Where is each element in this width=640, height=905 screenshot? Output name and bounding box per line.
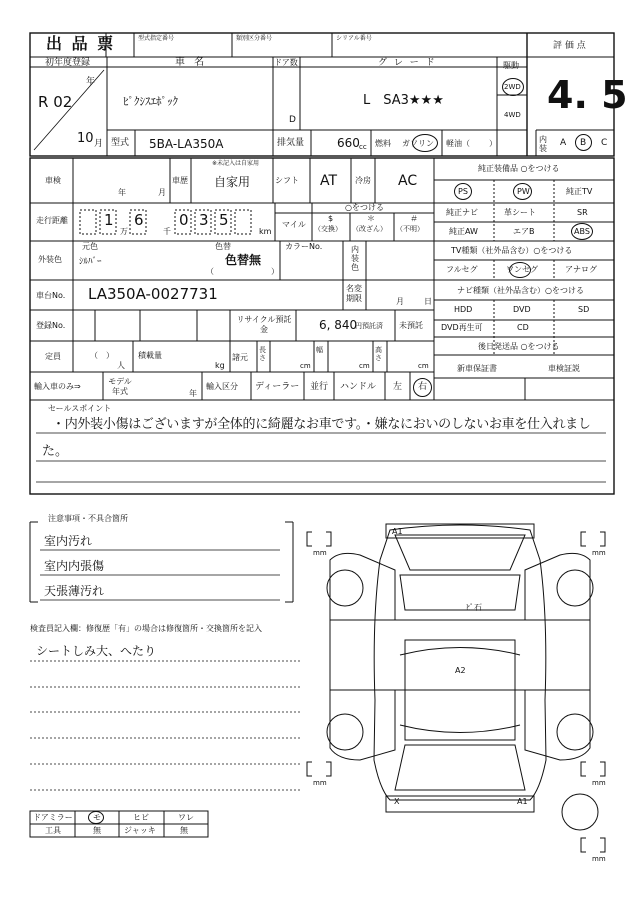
mm-label-3: mm bbox=[313, 779, 327, 787]
nav-title: ナビ種類（社外品含む）○をつける bbox=[457, 286, 584, 295]
sales-line-2: た。 bbox=[42, 444, 69, 459]
interior-color-label: 内装色 bbox=[351, 245, 359, 272]
equip-ps-circle bbox=[454, 183, 472, 200]
model-year-label: モデル年式 bbox=[108, 377, 132, 396]
equip-sr: SR bbox=[577, 208, 588, 217]
ac-label: 冷房 bbox=[355, 176, 371, 185]
model-type-value: 5BA-LA350A bbox=[149, 137, 224, 151]
capacity-value: （ ） bbox=[90, 351, 114, 360]
era-year: R 02 bbox=[38, 93, 73, 111]
equip-leather: 革シート bbox=[504, 208, 536, 217]
mm-label-4: mm bbox=[592, 779, 606, 787]
model-year-unit: 年 bbox=[189, 389, 197, 398]
dims-label: 諸元 bbox=[232, 353, 248, 362]
notes-label: 注意事項・不具合箇所 bbox=[48, 514, 128, 523]
dollar-sub: （交換） bbox=[314, 225, 342, 233]
equip-pw-circle bbox=[513, 183, 532, 200]
mileage-digit-4: 3 bbox=[199, 211, 209, 229]
repaint-close: ） bbox=[271, 267, 279, 276]
history-note: ※未記入は自家用 bbox=[212, 160, 260, 167]
rating-value: 4. 5 bbox=[547, 73, 628, 117]
note-item-2: 室内内張傷 bbox=[44, 559, 105, 573]
equip-ps: PS bbox=[458, 187, 468, 196]
note-item-1: 室内汚れ bbox=[44, 534, 93, 548]
serial-label: シリアル番号 bbox=[336, 35, 372, 42]
vehicle-name-value: ﾋﾟｸｼｽｴﾎﾟｯｸ bbox=[123, 95, 178, 108]
displacement-unit: cc bbox=[359, 143, 367, 151]
load-unit: kg bbox=[215, 361, 225, 370]
mile-label: マイル bbox=[282, 220, 306, 229]
history-label: 車歴 bbox=[172, 176, 188, 185]
width-cm: cm bbox=[359, 362, 370, 370]
drive-circle bbox=[502, 78, 524, 96]
hash-sub: （不明） bbox=[396, 225, 424, 233]
first-reg-label: 初年度登録 bbox=[45, 58, 91, 68]
mm-label-1: mm bbox=[313, 549, 327, 557]
import-type-label: 輸入区分 bbox=[206, 382, 238, 391]
shaken-month-unit: 月 bbox=[158, 188, 166, 197]
original-color-label: 元色 bbox=[82, 242, 98, 251]
name-change-month: 月 bbox=[396, 297, 404, 306]
mileage-digit-2: 6 bbox=[134, 211, 144, 229]
fuel-label: 燃料 bbox=[375, 139, 391, 148]
rating-label: 評 価 点 bbox=[553, 41, 586, 51]
unit-man: 万 bbox=[120, 227, 128, 236]
equip-aw: 純正AW bbox=[449, 227, 478, 236]
repaint-value: 色替無 bbox=[225, 253, 262, 267]
vehicle-name-label: 車 名 bbox=[175, 57, 208, 68]
mirror-circle bbox=[88, 811, 104, 824]
length-label: 長さ bbox=[259, 346, 266, 362]
equip-navi: 純正ナビ bbox=[446, 208, 478, 217]
mm-label-5: mm bbox=[592, 855, 606, 863]
repaint-label: 色替 bbox=[215, 242, 231, 251]
import-parallel: 並行 bbox=[310, 382, 329, 392]
interior-grade-a: A bbox=[560, 138, 567, 148]
capacity-unit: 人 bbox=[117, 361, 125, 370]
displacement-value: 660 bbox=[337, 136, 360, 150]
chassis-label: 車台No. bbox=[36, 291, 66, 300]
equip-pw: PW bbox=[517, 187, 530, 196]
handle-label: ハンドル bbox=[340, 382, 377, 392]
tv-full: フルセグ bbox=[446, 265, 478, 274]
mileage-digit-1: 1 bbox=[104, 211, 114, 229]
recycle-paid: 円預託済 bbox=[355, 322, 383, 330]
diagram-mark-a1-top: A1 bbox=[392, 527, 403, 536]
ship-warranty: 新車保証書 bbox=[457, 364, 497, 373]
nav-cd: CD bbox=[517, 323, 529, 332]
mirror-mo: モ bbox=[93, 813, 101, 822]
drive-4wd: 4WD bbox=[504, 111, 521, 119]
mileage-circle-label: ○をつける bbox=[345, 203, 384, 212]
note-item-3: 天張薄汚れ bbox=[44, 584, 105, 598]
diesel-label: 軽油（ bbox=[446, 139, 470, 148]
name-change-label: 名変期限 bbox=[346, 284, 362, 303]
interior-grade-b: B bbox=[580, 138, 587, 148]
import-label: 輸入車のみ⇒ bbox=[34, 382, 81, 391]
model-type-label: 型式 bbox=[111, 138, 130, 148]
unit-sen: 千 bbox=[163, 227, 171, 236]
color-no-label: カラーNo. bbox=[285, 242, 323, 251]
interior-grade-c: C bbox=[601, 138, 608, 148]
equip-abs-circle bbox=[571, 223, 593, 240]
recycle-label: リサイクル預託金 bbox=[236, 315, 292, 334]
reg-no-label: 登録No. bbox=[36, 321, 66, 330]
car-diagram bbox=[307, 524, 605, 852]
diagram-mark-x: X bbox=[394, 797, 400, 806]
tv-oneseg: ワンセグ bbox=[506, 265, 538, 274]
handle-circle bbox=[413, 378, 432, 397]
equip-airbag: エアB bbox=[513, 227, 535, 236]
equip-tv: 純正TV bbox=[566, 187, 593, 196]
year-unit: 年 bbox=[86, 77, 96, 87]
diagram-mark-a1-bottom: A1 bbox=[517, 797, 528, 806]
capacity-label: 定員 bbox=[45, 352, 61, 361]
diagram-mark-a2: A2 bbox=[455, 666, 466, 675]
history-value: 自家用 bbox=[214, 175, 251, 189]
mileage-label: 走行距離 bbox=[36, 216, 68, 225]
interior-label: 内装 bbox=[539, 135, 547, 153]
shift-value: AT bbox=[320, 173, 338, 189]
repaint-open: （ bbox=[206, 267, 214, 276]
jack-value: 無 bbox=[180, 826, 188, 835]
inspector-label: 検査員記入欄：修復歴「有」の場合は修復箇所・交換箇所を記入 bbox=[30, 624, 262, 633]
ship-shaken: 車検証説 bbox=[548, 364, 580, 373]
nav-hdd: HDD bbox=[454, 305, 473, 314]
fuel-gasoline: ガソリン bbox=[402, 139, 434, 148]
import-dealer: ディーラー bbox=[255, 382, 300, 392]
star-label: ＊ bbox=[367, 214, 375, 223]
fuel-circle bbox=[412, 134, 438, 152]
dollar-label: $ bbox=[328, 214, 334, 223]
sales-label: セールスポイント bbox=[48, 404, 112, 413]
chassis-value: LA350A-0027731 bbox=[88, 285, 218, 303]
recycle-value: 6, 840 bbox=[319, 318, 358, 332]
inspector-note: シートしみ大、へたり bbox=[36, 644, 157, 658]
diagram-mark-chip: ﾋﾟ石 bbox=[466, 603, 482, 612]
star-sub: （改ざん） bbox=[352, 225, 387, 233]
drive-2wd: 2WD bbox=[504, 83, 521, 91]
equipment-title: 純正装備品 ○をつける bbox=[478, 164, 560, 173]
mileage-unit: km bbox=[259, 227, 272, 236]
original-color-value: ｼﾙﾊﾞｰ bbox=[79, 257, 102, 267]
tv-analog: アナログ bbox=[565, 265, 597, 274]
mirror-crack: ヒビ bbox=[133, 813, 149, 822]
mirror-break: ワレ bbox=[178, 813, 194, 822]
height-label: 高さ bbox=[375, 346, 382, 362]
mm-label-2: mm bbox=[592, 549, 606, 557]
class-number-label: 類別区分番号 bbox=[236, 35, 273, 42]
nav-dvd-play: DVD再生可 bbox=[441, 323, 483, 332]
color-label: 外装色 bbox=[38, 255, 62, 264]
sales-line-1: ・内外装小傷はございますが全体的に綺麗なお車です。・嫌なにおいのしないお車を仕入れまし bbox=[52, 417, 591, 432]
ship-title: 後日発送品 ○をつける bbox=[478, 342, 560, 351]
month-unit: 月 bbox=[94, 139, 104, 149]
tv-title: TV種類（社外品含む）○をつける bbox=[451, 246, 573, 255]
tools-label: 工具 bbox=[45, 826, 61, 835]
recycle-unpaid: 未預託 bbox=[399, 321, 423, 330]
shaken-label: 車検 bbox=[45, 176, 61, 185]
width-label: 幅 bbox=[316, 346, 323, 354]
interior-circle bbox=[575, 134, 592, 151]
displacement-label: 排気量 bbox=[277, 138, 305, 148]
reg-month: 10 bbox=[77, 131, 94, 146]
doors-label: ドア数 bbox=[274, 58, 298, 67]
diesel-close: ） bbox=[489, 139, 497, 148]
drive-label: 駆動 bbox=[503, 61, 519, 70]
page-title: 出 品 票 bbox=[46, 34, 116, 53]
nav-dvd: DVD bbox=[513, 305, 531, 314]
doors-value: D bbox=[289, 115, 296, 125]
mileage-digit-3: 0 bbox=[179, 211, 189, 229]
model-designation-label: 型式指定番号 bbox=[138, 35, 175, 42]
height-cm: cm bbox=[418, 362, 429, 370]
grade-label: グ レ ー ド bbox=[378, 58, 437, 68]
handle-left: 左 bbox=[393, 382, 403, 392]
name-change-day: 日 bbox=[424, 297, 432, 306]
shaken-year-unit: 年 bbox=[118, 188, 126, 197]
hash-label: ＃ bbox=[410, 214, 418, 223]
mirror-label: ドアミラー bbox=[33, 813, 73, 822]
handle-right: 右 bbox=[418, 382, 428, 392]
tv-oneseg-circle bbox=[509, 262, 531, 278]
load-label: 積載量 bbox=[138, 351, 162, 360]
mileage-digit-5: 5 bbox=[219, 211, 229, 229]
shift-label: シフト bbox=[275, 176, 299, 185]
equip-abs: ABS bbox=[574, 227, 590, 236]
tools-value: 無 bbox=[93, 826, 101, 835]
nav-sd: SD bbox=[578, 305, 590, 314]
jack-label: ジャッキ bbox=[124, 826, 156, 835]
ac-value: AC bbox=[398, 173, 418, 189]
grade-value: L SA3★★★ bbox=[363, 93, 444, 108]
length-cm: cm bbox=[300, 362, 311, 370]
